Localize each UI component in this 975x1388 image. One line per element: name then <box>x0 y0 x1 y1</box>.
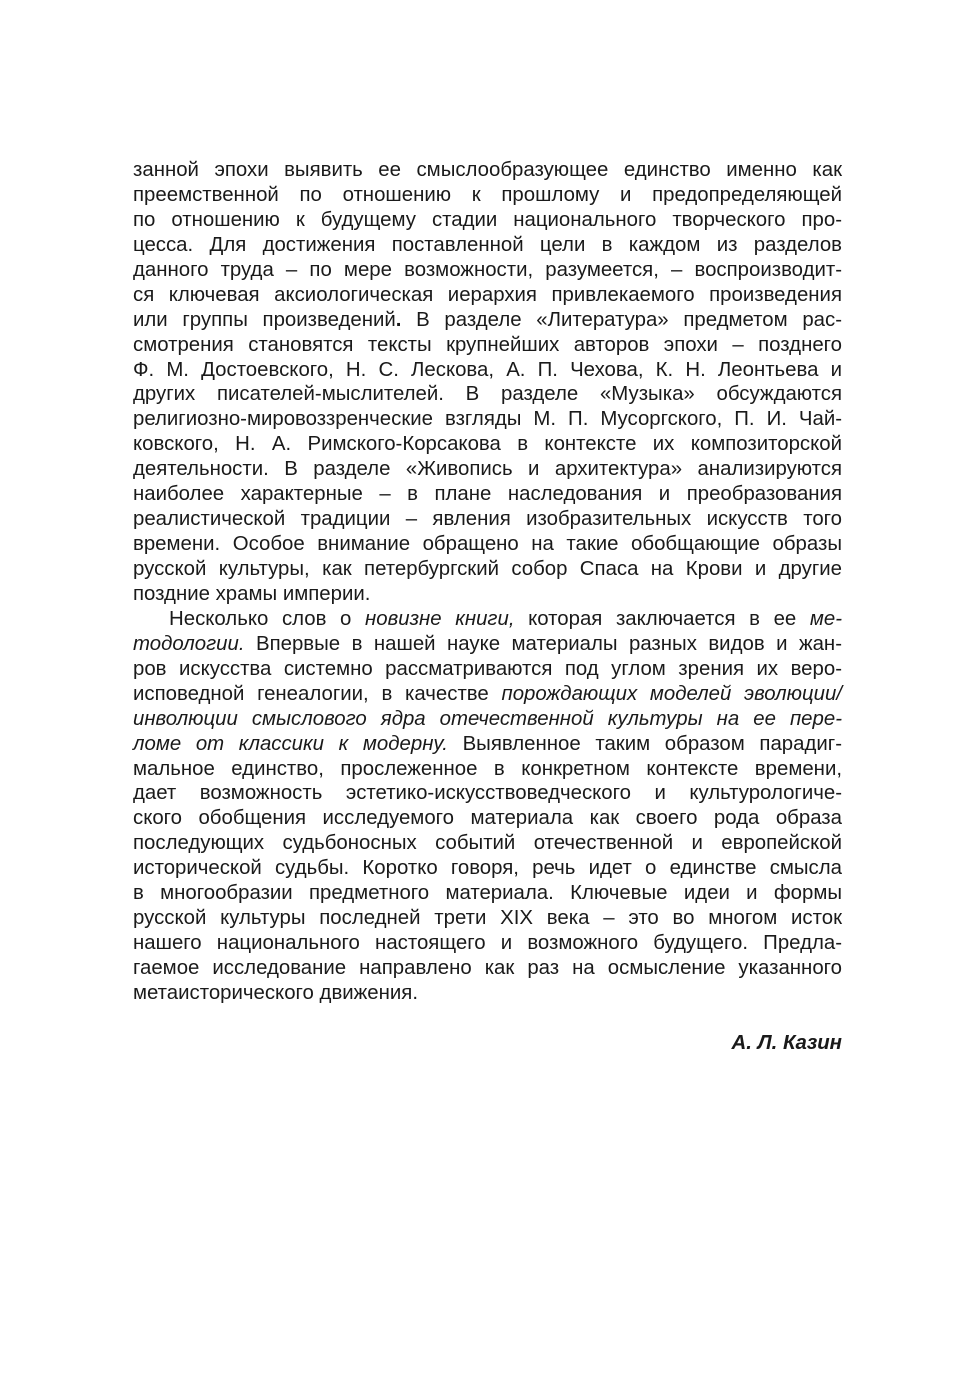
text-run: исповедной генеалогии, в качестве <box>133 682 502 705</box>
paragraph-2-line: метаисторического движения. <box>133 981 419 1004</box>
paragraph-2-line: исторической судьбы. Коротко говоря, речь идет о единстве смысла <box>133 857 842 880</box>
paragraph-2-line: дает возможность эстетико-искусствоведческого и культурологиче- <box>133 782 842 805</box>
italic-text: тодологии. <box>133 632 245 655</box>
paragraph-1-line: времени. Особое внимание обращено на такие обобщающие образы <box>133 533 842 556</box>
italic-text: ме- <box>809 607 843 630</box>
paragraph-1-line: других писателей-мыслителей. В разделе «Музыка» обсуждаются <box>133 383 842 406</box>
paragraph-2-line: ров искусства системно рассматриваются под углом зрения их веро- <box>133 657 842 680</box>
text-run: В разделе «Литература» предметом рас- <box>401 308 842 331</box>
paragraph-1-line: религиозно-мировоззренческие взгляды М. П. Мусоргского, П. И. Чай- <box>133 408 842 431</box>
spacer <box>133 1006 842 1031</box>
text-run: которая заключается в ее <box>514 607 810 630</box>
paragraph-2-line <box>133 732 842 757</box>
paragraph-2-line: инволюции смыслового ядра отечественной культуры на ее пере- <box>133 707 842 730</box>
paragraph-1-line: занной эпохи выявить ее смыслообразующее единство именно как <box>133 159 842 181</box>
paragraph-1-line: по отношению к будущему стадии национального творческого про- <box>133 208 842 231</box>
paragraph-2-line: гаемое исследование направлено как раз на осмысление указанного <box>133 957 842 979</box>
paragraph-2-line <box>133 632 842 657</box>
paragraph-1-line: смотрения становятся тексты крупнейших авторов эпохи – позднего <box>133 333 842 356</box>
bold-period: . <box>395 308 402 331</box>
text-run: Несколько слов о <box>169 607 366 630</box>
paragraph-1-line: данного труда – по мере возможности, разумеется, – воспроизводит- <box>133 258 842 281</box>
paragraph-2-line: в многообразии предметного материала. Ключевые идеи и формы <box>133 882 842 905</box>
paragraph-1-line <box>133 308 842 333</box>
paragraph-1-line: Ф. М. Достоевского, Н. С. Лескова, А. П. Чехова, К. Н. Леонтьева и <box>133 358 842 381</box>
italic-text: ломе от классики к модерну. <box>133 732 448 755</box>
text-run: Впервые в нашей науке материалы разных видов и жан- <box>244 632 842 655</box>
paragraph-2-line: ского обобщения исследуемого материала как своего рода образа <box>133 807 842 830</box>
paragraph-1-line: преемственной по отношению к прошлому и предопределяющей <box>133 183 842 206</box>
italic-text: порождающих моделей эволюции/ <box>501 682 843 705</box>
paragraph-2-line: мальное единство, прослеженное в конкретном контексте времени, <box>133 757 842 780</box>
paragraph-2-line <box>133 682 842 707</box>
paragraph-1-line: русской культуры, как петербургский собор Спаса на Крови и другие <box>133 558 842 580</box>
paragraph-2-line <box>133 607 842 632</box>
paragraph-1-line: реалистической традиции – явления изобразительных искусств того <box>133 508 842 531</box>
paragraph-1-line: ся ключевая аксиологическая иерархия привлекаемого произведения <box>133 283 842 306</box>
paragraph-2-line: русской культуры последней трети XIX века – это во многом исток <box>133 907 842 930</box>
body-text <box>133 158 842 1056</box>
paragraph-2-line: нашего национального настоящего и возможного будущего. Предла- <box>133 932 842 955</box>
text-run: Выявленное таким образом парадиг- <box>447 732 842 755</box>
paragraph-1-line: ковского, Н. А. Римского-Корсакова в контексте их композиторской <box>133 433 842 456</box>
paragraph-1-line: поздние храмы империи. <box>133 582 371 605</box>
paragraph-1-line: цесса. Для достижения поставленной цели в каждом из разделов <box>133 233 842 256</box>
italic-text: новизне книги, <box>365 607 515 630</box>
paragraph-1-line: наиболее характерные – в плане наследования и преобразования <box>133 483 842 506</box>
author-signature: А. Л. Казин <box>731 1031 842 1054</box>
paragraph-1-line: деятельности. В разделе «Живопись и архитектура» анализируются <box>133 458 842 481</box>
text-run: или группы произведений <box>133 308 396 331</box>
paragraph-2-line: последующих судьбоносных событий отечественной и европейской <box>133 832 842 855</box>
